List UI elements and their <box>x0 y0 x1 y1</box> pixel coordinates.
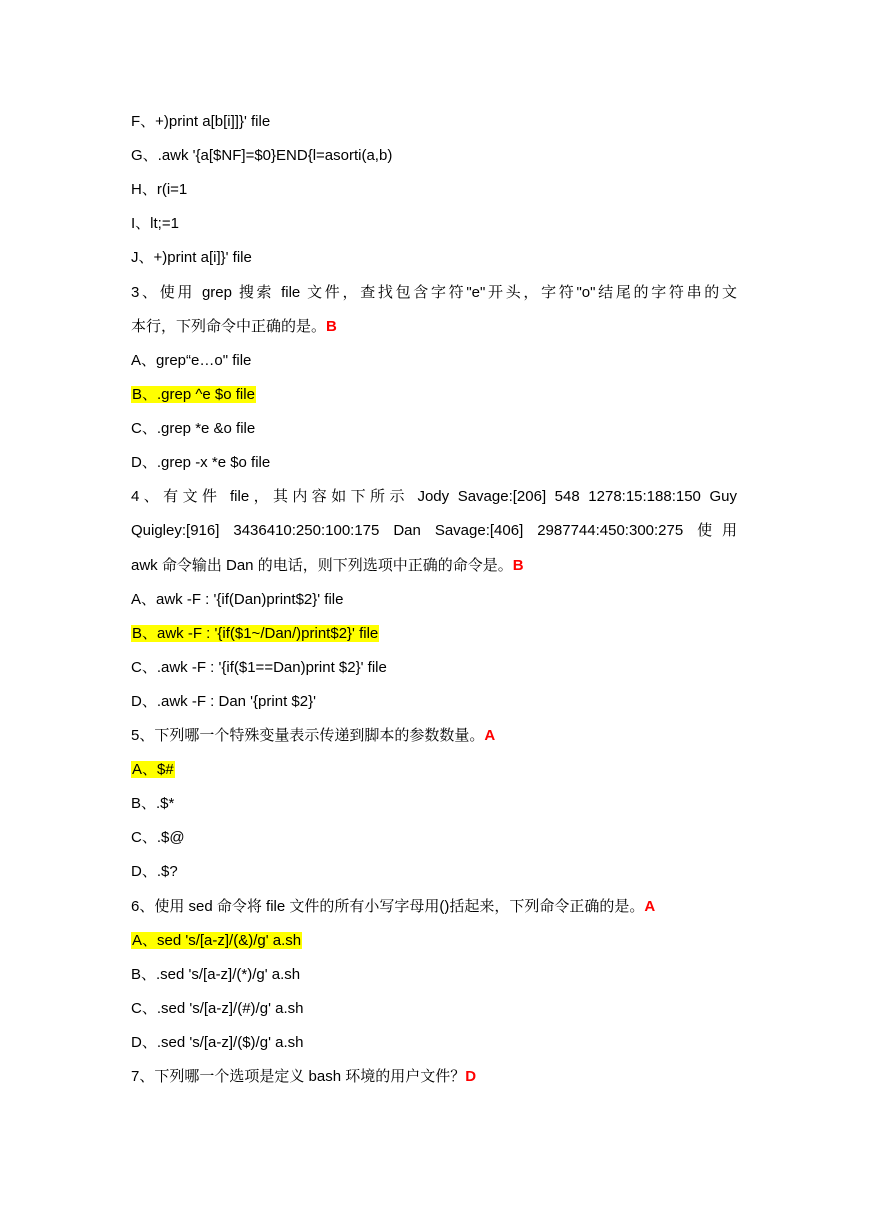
question-text: 7、下列哪一个选项是定义 bash 环境的用户文件？ <box>131 1068 466 1085</box>
question-6-option-d: D、.sed 's/[a-z]/($)/g' a.sh <box>131 1034 304 1051</box>
question-3-option-d: D、.grep -x *e $o file <box>131 454 271 471</box>
question-text: awk 命令输出 Dan 的电话，则下列选项中正确的命令是。 <box>131 557 513 574</box>
answer-marker: B <box>512 557 524 574</box>
highlighted-answer: B、.grep ^e $o file <box>132 386 255 403</box>
question-5-option-d: D、.$? <box>131 863 178 880</box>
question-5-option-a <box>131 759 175 781</box>
question-text: 5、下列哪一个特殊变量表示传递到脚本的参数数量。 <box>131 727 485 744</box>
highlighted-answer: B、awk -F : '{if($1~/Dan/)print$2}' file <box>132 625 379 642</box>
question-6 <box>131 896 655 918</box>
question-6-option-c: C、.sed 's/[a-z]/(#)/g' a.sh <box>131 1000 304 1017</box>
option-j: J、+)print a[i]}' file <box>131 249 252 266</box>
question-text: 6、使用 sed 命令将 file 文件的所有小写字母用()括起来，下列命令正确的是。 <box>131 898 645 915</box>
question-6-option-a <box>131 930 302 952</box>
question-4-line-2: Quigley:[916] 3436410:250:100:175 Dan Savage:[406] 2987744:450:300:275 使用 <box>131 522 737 539</box>
question-3-option-b <box>131 384 256 406</box>
question-text: 本行，下列命令中正确的是。 <box>131 318 327 335</box>
option-h: H、r(i=1 <box>131 181 188 198</box>
question-7 <box>131 1066 476 1088</box>
question-5 <box>131 725 495 747</box>
question-4-line-1: 4、有文件 file，其内容如下所示 Jody Savage:[206] 548 1278:15:188:150 Guy <box>131 488 737 505</box>
question-3-option-c: C、.grep *e &o file <box>131 420 256 437</box>
option-g: G、.awk '{a[$NF]=$0}END{l=asorti(a,b) <box>131 147 393 164</box>
option-f: F、+)print a[b[i]]}' file <box>131 113 271 130</box>
question-5-option-c: C、.$@ <box>131 829 185 846</box>
question-5-option-b: B、.$* <box>131 795 175 812</box>
question-4-option-a: A、awk -F : '{if(Dan)print$2}' file <box>131 591 344 608</box>
question-3-option-a: A、grep“e…o" file <box>131 352 252 369</box>
question-4-option-b <box>131 623 379 645</box>
answer-marker: A <box>644 898 656 915</box>
option-i: I、lt;=1 <box>131 215 179 232</box>
highlighted-answer: A、sed 's/[a-z]/(&)/g' a.sh <box>132 932 302 949</box>
answer-marker: D <box>465 1068 477 1085</box>
question-4-option-d: D、.awk -F : Dan '{print $2}' <box>131 693 316 710</box>
question-3-line-2 <box>131 316 337 338</box>
answer-marker: A <box>484 727 496 744</box>
question-3-line-1: 3、使用 grep 搜索 file 文件，查找包含字符"e"开头，字符"o"结尾的字符串的文 <box>131 284 737 301</box>
highlighted-answer: A、$# <box>132 761 174 778</box>
question-4-option-c: C、.awk -F : '{if($1==Dan)print $2}' file <box>131 659 387 676</box>
question-6-option-b: B、.sed 's/[a-z]/(*)/g' a.sh <box>131 966 301 983</box>
answer-marker: B <box>326 318 337 335</box>
question-4-line-3 <box>131 555 524 577</box>
